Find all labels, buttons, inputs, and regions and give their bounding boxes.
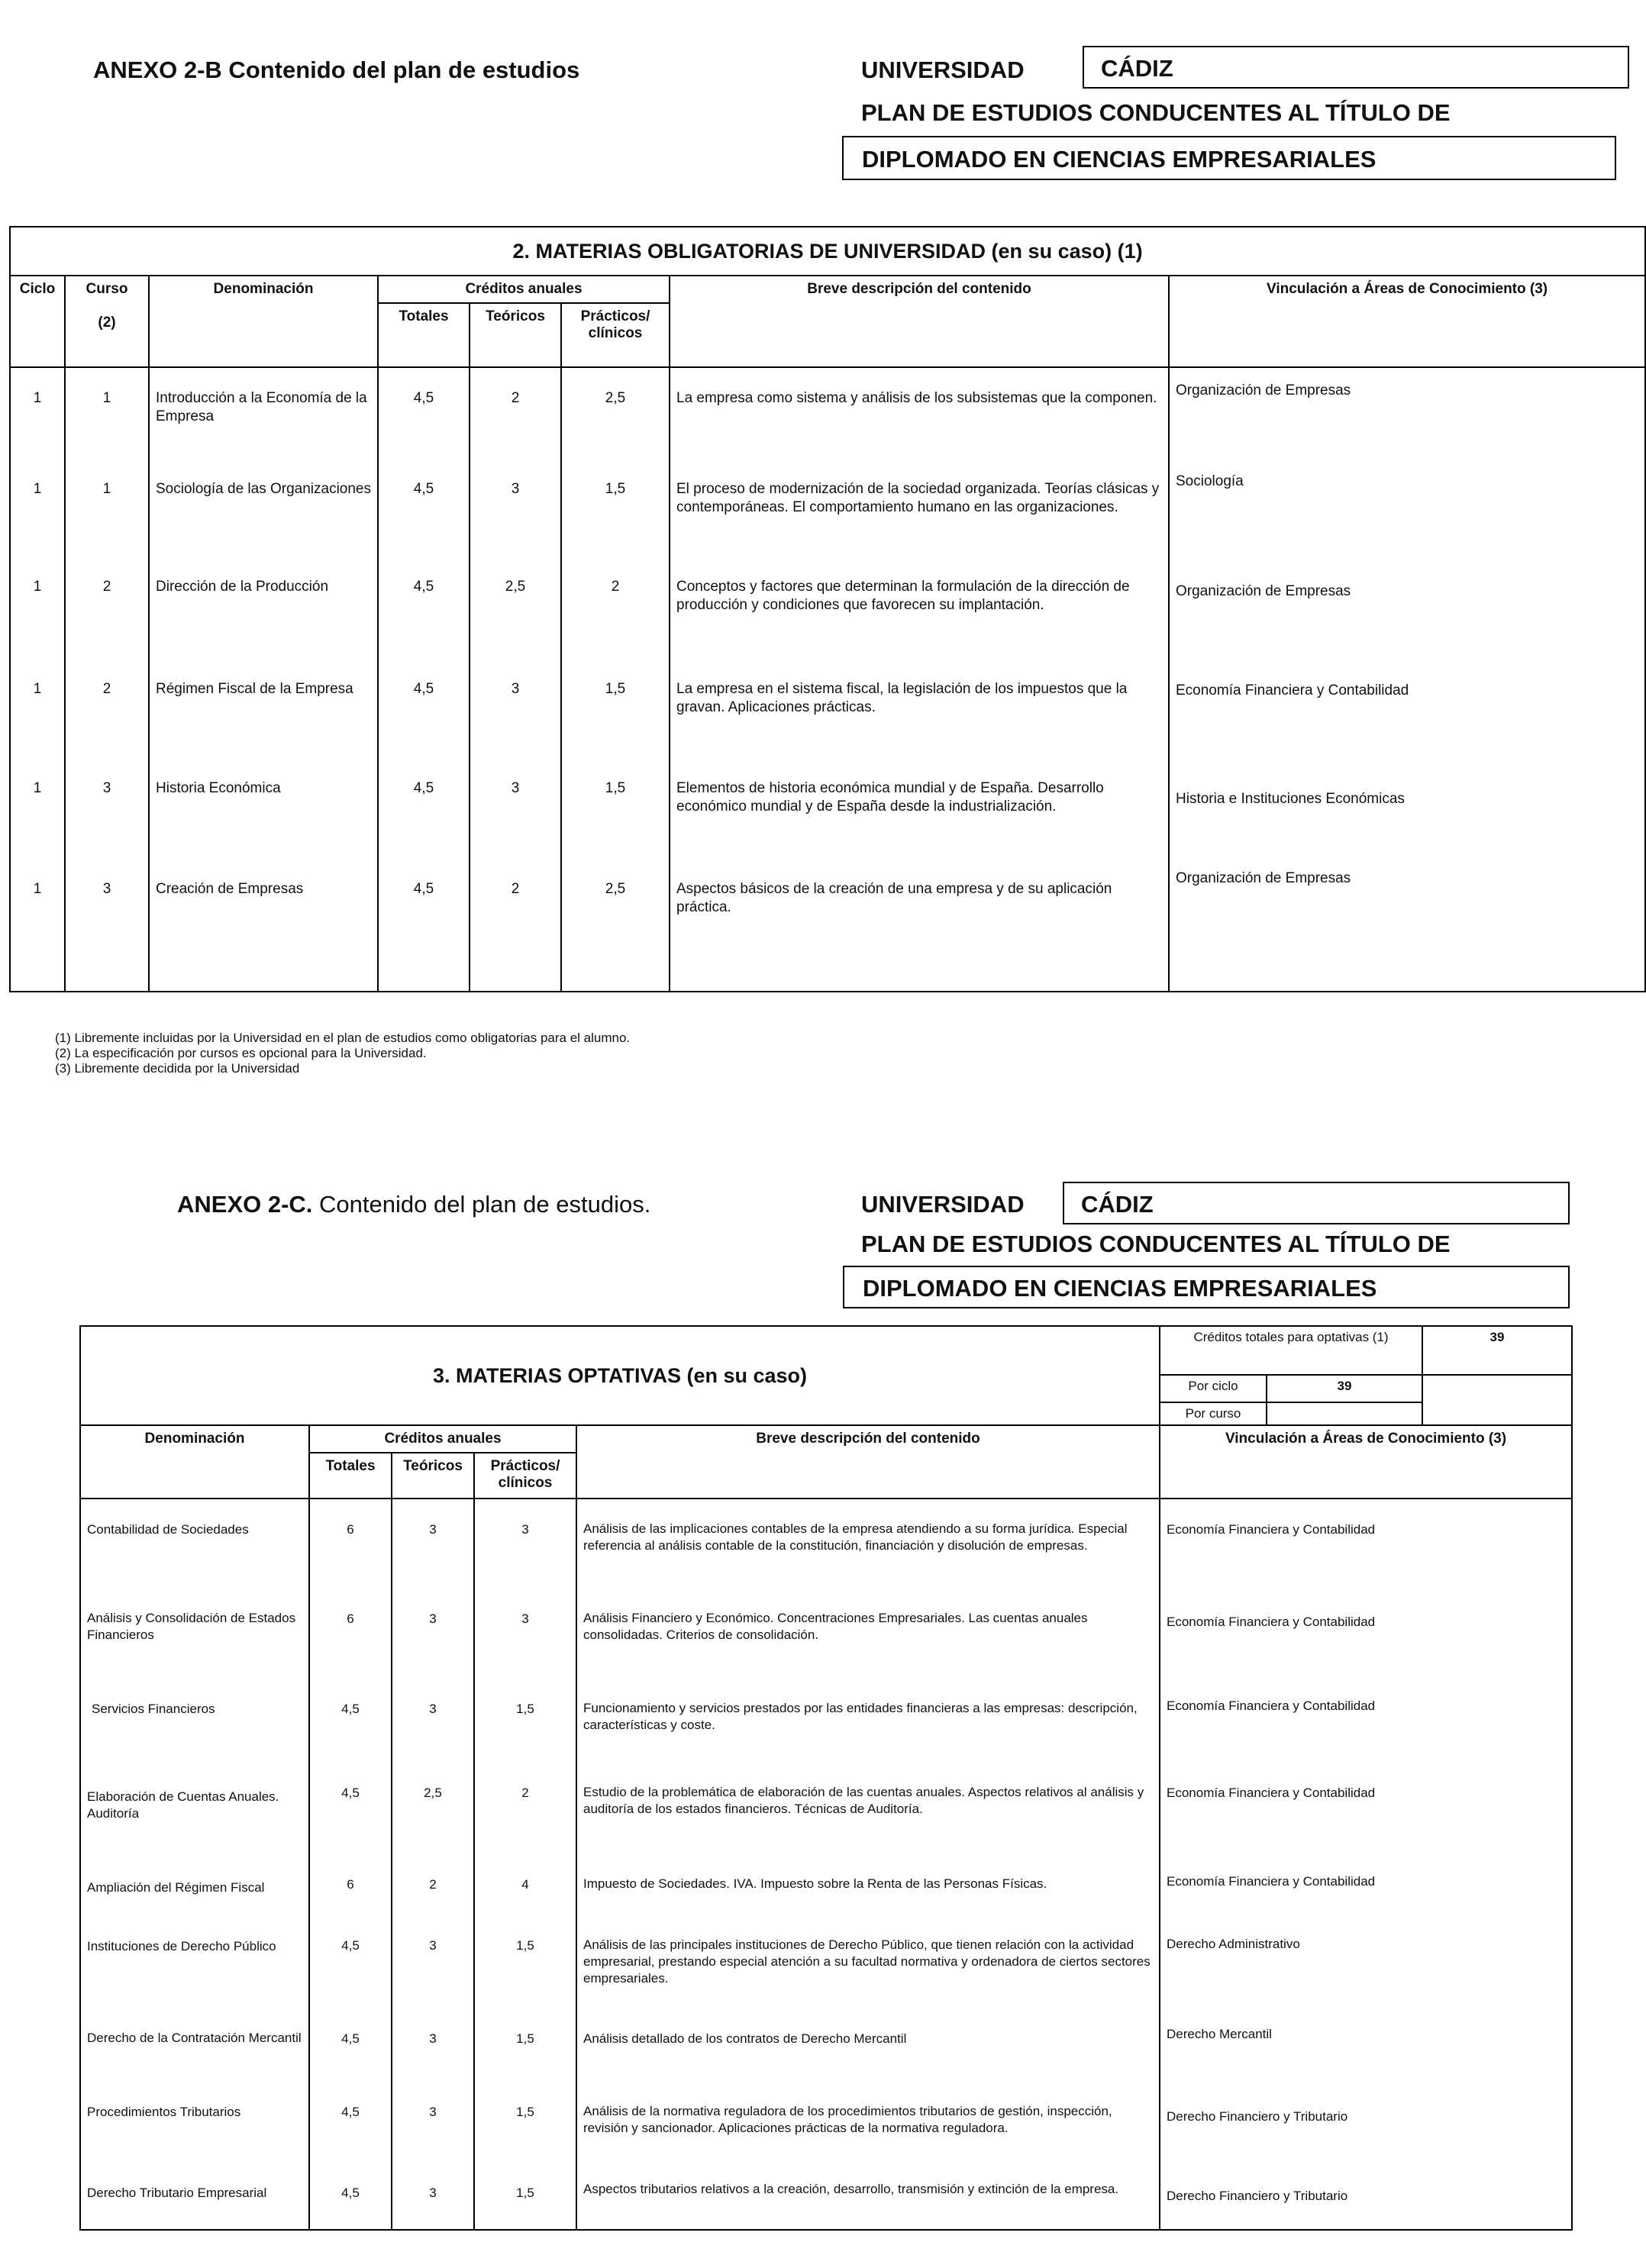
cell-practicos: 2 xyxy=(474,1781,576,1873)
table-row xyxy=(80,1598,1572,1689)
header-creditos: Créditos anuales xyxy=(378,276,670,303)
cell-denominacion: Análisis y Consolidación de Estados Financieros xyxy=(80,1598,309,1689)
cell-descripcion: La empresa en el sistema fiscal, la legislación de los impuestos que la gravan. Aplicaciones prácticas. xyxy=(670,671,1169,770)
cell-curso: 1 xyxy=(65,466,149,572)
cell-totales: 4,5 xyxy=(309,2099,392,2175)
cell-denominacion: Instituciones de Derecho Público xyxy=(80,1934,309,2022)
cell-teoricos: 3 xyxy=(392,1499,474,1598)
cell-curso: 2 xyxy=(65,572,149,671)
creditos-totales-value: 39 xyxy=(1422,1326,1572,1375)
cell-totales: 4,5 xyxy=(309,2022,392,2099)
cell-denominacion: Elaboración de Cuentas Anuales. Auditoría xyxy=(80,1781,309,1873)
annex-b-universidad-value: CÁDIZ xyxy=(1083,46,1629,89)
header-teoricos: Teóricos xyxy=(392,1453,474,1499)
cell-teoricos: 2 xyxy=(392,1873,474,1934)
footnote: (1) Libremente incluidas por la Universidad en el plan de estudios como obligatorias para el alumno. xyxy=(55,1031,631,1045)
cell-totales: 4,5 xyxy=(378,865,470,992)
annex-c-table-title: 3. MATERIAS OPTATIVAS (en su caso) xyxy=(80,1326,1160,1425)
cell-teoricos: 2,5 xyxy=(392,1781,474,1873)
footnote: (3) Libremente decidida por la Universidad xyxy=(55,1061,300,1076)
cell-curso: 3 xyxy=(65,770,149,865)
cell-practicos: 1,5 xyxy=(561,466,670,572)
cell-area: Economía Financiera y Contabilidad xyxy=(1160,1598,1572,1689)
cell-area: Economía Financiera y Contabilidad xyxy=(1160,1781,1572,1873)
annex-c-titulo-value: DIPLOMADO EN CIENCIAS EMPRESARIALES xyxy=(843,1266,1570,1308)
footnote: (2) La especificación por cursos es opcional para la Universidad. xyxy=(55,1046,427,1060)
cell-curso: 1 xyxy=(65,367,149,466)
cell-practicos: 3 xyxy=(474,1499,576,1598)
table-row xyxy=(80,2099,1572,2175)
cell-descripcion: Análisis de las principales instituciones de Derecho Público, que tienen relación con la actividad empresarial, prestando especial atención a su facultad normativa y ordenadora de ciertos sectores empresariales. xyxy=(576,1934,1160,2022)
table-row xyxy=(80,1934,1572,2022)
cell-area: Derecho Financiero y Tributario xyxy=(1160,2099,1572,2175)
annex-c-title-rest: Contenido del plan de estudios. xyxy=(312,1191,651,1218)
cell-descripcion: Elementos de historia económica mundial y de España. Desarrollo económico mundial y de España desde la industrialización. xyxy=(670,770,1169,865)
cell-practicos: 2,5 xyxy=(561,865,670,992)
annex-b-title xyxy=(93,56,579,84)
cell-descripcion: Análisis detallado de los contratos de Derecho Mercantil xyxy=(576,2022,1160,2099)
cell-descripcion: Análisis de la normativa reguladora de los procedimientos tributarios de gestión, inspección, revisión y sancionador. Aplicaciones prácticas de la normativa reguladora. xyxy=(576,2099,1160,2175)
annex-b-footnotes xyxy=(55,1031,630,1076)
cell-descripcion: Conceptos y factores que determinan la formulación de la dirección de producción y condiciones que favorecen su implantación. xyxy=(670,572,1169,671)
cell-curso: 3 xyxy=(65,865,149,992)
table-row xyxy=(10,865,1645,992)
annex-c-table xyxy=(79,1325,1573,2231)
cell-teoricos: 3 xyxy=(470,671,561,770)
header-teoricos: Teóricos xyxy=(470,303,561,367)
cell-teoricos: 3 xyxy=(392,1689,474,1781)
cell-teoricos: 3 xyxy=(392,1934,474,2022)
por-ciclo-value: 39 xyxy=(1267,1375,1422,1402)
cell-descripcion: Estudio de la problemática de elaboración de las cuentas anuales. Aspectos relativos al análisis y auditoría de los estados financieros. Técnicas de Auditoría. xyxy=(576,1781,1160,1873)
annex-c-title xyxy=(177,1191,650,1218)
cell-teoricos: 2 xyxy=(470,865,561,992)
table-row xyxy=(80,2175,1572,2230)
cell-totales: 4,5 xyxy=(378,770,470,865)
cell-area: Organización de Empresas xyxy=(1169,865,1645,992)
header-descripcion: Breve descripción del contenido xyxy=(670,276,1169,367)
cell-ciclo: 1 xyxy=(10,572,65,671)
annex-c-title-prefix: ANEXO 2-C. xyxy=(177,1191,313,1218)
table-row xyxy=(80,2022,1572,2099)
cell-area: Organización de Empresas xyxy=(1169,572,1645,671)
por-curso-label: Por curso xyxy=(1160,1402,1267,1425)
cell-area: Derecho Administrativo xyxy=(1160,1934,1572,2022)
header-ciclo: Ciclo xyxy=(10,276,65,367)
cell-practicos: 1,5 xyxy=(474,2022,576,2099)
cell-descripcion: Análisis de las implicaciones contables de la empresa atendiendo a su forma jurídica. Especial referencia al análisis contable de la constitución, financiación y disolución de empresas. xyxy=(576,1499,1160,1598)
cell-area: Economía Financiera y Contabilidad xyxy=(1160,1689,1572,1781)
cell-denominacion: Creación de Empresas xyxy=(149,865,378,992)
cell-totales: 6 xyxy=(309,1873,392,1934)
cell-area: Economía Financiera y Contabilidad xyxy=(1160,1873,1572,1934)
cell-ciclo: 1 xyxy=(10,865,65,992)
annex-b-table-title: 2. MATERIAS OBLIGATORIAS DE UNIVERSIDAD (en su caso) (1) xyxy=(10,227,1645,276)
cell-ciclo: 1 xyxy=(10,466,65,572)
cell-practicos: 1,5 xyxy=(561,770,670,865)
cell-denominacion: Historia Económica xyxy=(149,770,378,865)
table-row xyxy=(80,1781,1572,1873)
header-practicos: Prácticos/ clínicos xyxy=(561,303,670,367)
table-row xyxy=(80,1689,1572,1781)
table-row xyxy=(10,770,1645,865)
cell-teoricos: 3 xyxy=(392,2175,474,2230)
table-row xyxy=(80,1873,1572,1934)
cell-teoricos: 3 xyxy=(470,466,561,572)
cell-descripcion: Impuesto de Sociedades. IVA. Impuesto sobre la Renta de las Personas Físicas. xyxy=(576,1873,1160,1934)
cell-totales: 4,5 xyxy=(378,671,470,770)
cell-totales: 4,5 xyxy=(378,466,470,572)
header-descripcion: Breve descripción del contenido xyxy=(576,1425,1160,1499)
cell-descripcion: La empresa como sistema y análisis de los subsistemas que la componen. xyxy=(670,367,1169,466)
por-curso-value xyxy=(1267,1402,1422,1425)
annex-b-table xyxy=(9,226,1646,992)
cell-totales: 6 xyxy=(309,1499,392,1598)
cell-practicos: 2 xyxy=(561,572,670,671)
cell-teoricos: 2,5 xyxy=(470,572,561,671)
header-vinculacion: Vinculación a Áreas de Conocimiento (3) xyxy=(1160,1425,1572,1499)
annex-b-plan-label: PLAN DE ESTUDIOS CONDUCENTES AL TÍTULO DE xyxy=(861,99,1451,126)
cell-denominacion: Introducción a la Economía de la Empresa xyxy=(149,367,378,466)
cell-area: Economía Financiera y Contabilidad xyxy=(1169,671,1645,770)
cell-descripcion: Análisis Financiero y Económico. Concentraciones Empresariales. Las cuentas anuales consolidadas. Criterios de consolidación. xyxy=(576,1598,1160,1689)
header-totales: Totales xyxy=(378,303,470,367)
cell-ciclo: 1 xyxy=(10,770,65,865)
header-vinculacion: Vinculación a Áreas de Conocimiento (3) xyxy=(1169,276,1645,367)
annex-b-title-prefix: ANEXO 2-B xyxy=(93,56,222,83)
annex-c-universidad-label: UNIVERSIDAD xyxy=(861,1191,1025,1218)
cell-denominacion: Dirección de la Producción xyxy=(149,572,378,671)
header-curso-label: Curso xyxy=(86,281,128,297)
cell-totales: 4,5 xyxy=(309,1781,392,1873)
cell-ciclo: 1 xyxy=(10,671,65,770)
cell-descripcion: Aspectos básicos de la creación de una empresa y de su aplicación práctica. xyxy=(670,865,1169,992)
cell-area: Organización de Empresas xyxy=(1169,367,1645,466)
header-curso xyxy=(65,276,149,367)
annex-c-body xyxy=(80,1499,1572,2230)
cell-totales: 4,5 xyxy=(378,367,470,466)
cell-practicos: 1,5 xyxy=(474,2175,576,2230)
por-ciclo-label: Por ciclo xyxy=(1160,1375,1267,1402)
cell-totales: 6 xyxy=(309,1598,392,1689)
cell-practicos: 1,5 xyxy=(474,1934,576,2022)
table-row xyxy=(10,367,1645,466)
cell-denominacion: Sociología de las Organizaciones xyxy=(149,466,378,572)
annex-b-body xyxy=(10,367,1645,992)
table-row xyxy=(80,1499,1572,1598)
cell-denominacion: Servicios Financieros xyxy=(80,1689,309,1781)
cell-area: Derecho Financiero y Tributario xyxy=(1160,2175,1572,2230)
header-denominacion: Denominación xyxy=(80,1425,309,1499)
annex-b-title-rest: Contenido del plan de estudios xyxy=(221,56,580,83)
cell-descripcion: El proceso de modernización de la sociedad organizada. Teorías clásicas y contemporáneas. El comportamiento humano en las organizaciones. xyxy=(670,466,1169,572)
cell-teoricos: 3 xyxy=(392,1598,474,1689)
cell-area: Economía Financiera y Contabilidad xyxy=(1160,1499,1572,1598)
cell-curso: 2 xyxy=(65,671,149,770)
cell-practicos: 3 xyxy=(474,1598,576,1689)
cell-area: Historia e Instituciones Económicas xyxy=(1169,770,1645,865)
cell-totales: 4,5 xyxy=(309,2175,392,2230)
cell-teoricos: 3 xyxy=(392,2099,474,2175)
annex-c-universidad-value: CÁDIZ xyxy=(1063,1182,1570,1224)
totales-blank-cell xyxy=(1422,1375,1572,1425)
cell-teoricos: 3 xyxy=(392,2022,474,2099)
cell-teoricos: 3 xyxy=(470,770,561,865)
table-row xyxy=(10,671,1645,770)
cell-area: Derecho Mercantil xyxy=(1160,2022,1572,2099)
annex-b-universidad-label: UNIVERSIDAD xyxy=(861,56,1025,83)
cell-practicos: 1,5 xyxy=(474,1689,576,1781)
cell-descripcion: Funcionamiento y servicios prestados por las entidades financieras a las empresas: descripción, características y coste. xyxy=(576,1689,1160,1781)
cell-practicos: 4 xyxy=(474,1873,576,1934)
header-denominacion: Denominación xyxy=(149,276,378,367)
cell-denominacion: Procedimientos Tributarios xyxy=(80,2099,309,2175)
cell-totales: 4,5 xyxy=(378,572,470,671)
cell-ciclo: 1 xyxy=(10,367,65,466)
cell-area: Sociología xyxy=(1169,466,1645,572)
header-creditos: Créditos anuales xyxy=(309,1425,576,1453)
cell-teoricos: 2 xyxy=(470,367,561,466)
cell-practicos: 2,5 xyxy=(561,367,670,466)
cell-denominacion: Contabilidad de Sociedades xyxy=(80,1499,309,1598)
header-curso-note: (2) xyxy=(98,315,116,331)
cell-descripcion: Aspectos tributarios relativos a la creación, desarrollo, transmisión y extinción de la empresa. xyxy=(576,2175,1160,2230)
cell-practicos: 1,5 xyxy=(474,2099,576,2175)
cell-practicos: 1,5 xyxy=(561,671,670,770)
table-row xyxy=(10,572,1645,671)
creditos-totales-label: Créditos totales para optativas (1) xyxy=(1160,1326,1422,1375)
cell-denominacion: Ampliación del Régimen Fiscal xyxy=(80,1873,309,1934)
header-practicos: Prácticos/ clínicos xyxy=(474,1453,576,1499)
table-row xyxy=(10,466,1645,572)
annex-b-titulo-value: DIPLOMADO EN CIENCIAS EMPRESARIALES xyxy=(842,136,1616,180)
cell-denominacion: Régimen Fiscal de la Empresa xyxy=(149,671,378,770)
cell-totales: 4,5 xyxy=(309,1934,392,2022)
annex-c-plan-label: PLAN DE ESTUDIOS CONDUCENTES AL TÍTULO DE xyxy=(861,1231,1451,1257)
cell-totales: 4,5 xyxy=(309,1689,392,1781)
header-totales: Totales xyxy=(309,1453,392,1499)
cell-denominacion: Derecho de la Contratación Mercantil xyxy=(80,2022,309,2099)
cell-denominacion: Derecho Tributario Empresarial xyxy=(80,2175,309,2230)
